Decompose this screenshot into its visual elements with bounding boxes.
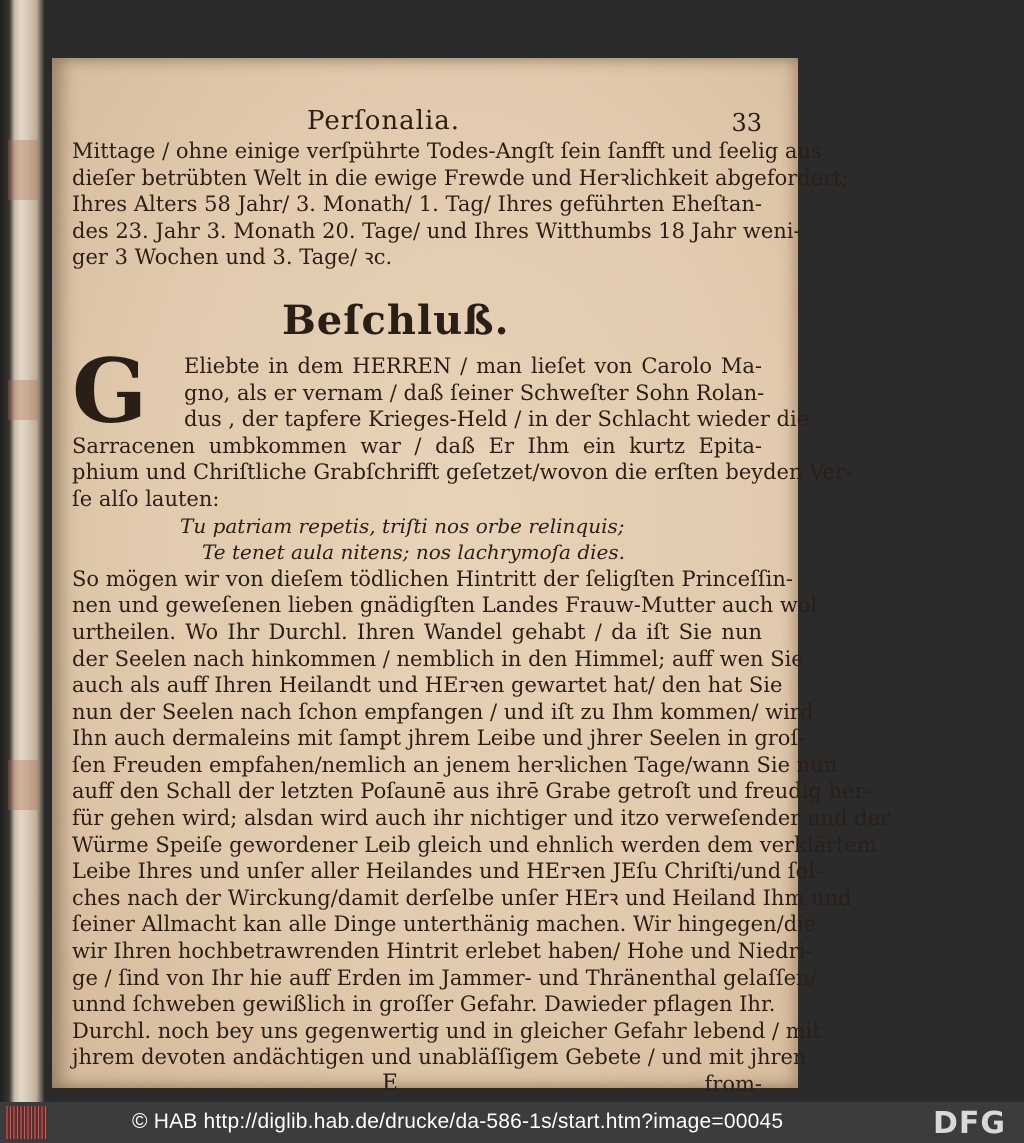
text-line: Leibe Ihres und unſer aller Heilandes und HErꝛen JEſu Chriſti/und ſol- xyxy=(72,859,823,884)
text-line: ſen Freuden empfahen/nemlich an jenem herꝛlichen Tage/wann Sie nun xyxy=(72,752,838,777)
text-line: So mögen wir von dieſem tödlichen Hintritt der ſeligſten Princeſſin- xyxy=(72,566,793,591)
section-heading: Beſchluß. xyxy=(282,296,510,344)
page-edge-stain xyxy=(8,140,38,200)
text-line: wir Ihren hochbetrawrenden Hintrit erlebet haben/ Hohe und Niedri- xyxy=(72,939,813,964)
text-line: gno, als er vernam / daß ſeiner Schweſter Sohn Rolan- xyxy=(184,380,765,405)
dfg-logo[interactable]: DFG xyxy=(932,1106,1006,1141)
intro-paragraph xyxy=(72,338,852,513)
text-line: ches nach der Wirckung/damit derſelbe unſer HErꝛ und Heiland Ihm und xyxy=(72,885,852,910)
text-line: urtheilen. Wo Ihr Durchl. Ihren Wandel gehabt / da iſt Sie nun xyxy=(72,619,762,644)
text-line: nen und geweſenen lieben gnädigſten Landes Frauw-Mutter auch wol xyxy=(72,593,818,618)
text-line: für gehen wird; alsdan wird auch ihr nichtiger und itzo verweſender und der xyxy=(72,806,891,831)
text-line: auch als auff Ihren Heilandt und HErꝛen gewartet hat/ den hat Sie xyxy=(72,673,783,698)
text-line: Ihn auch dermaleins mit ſampt jhrem Leibe und jhrer Seelen in groſ- xyxy=(72,726,806,751)
text-line: nun der Seelen nach ſchon empfangen / und iſt zu Ihm kommen/ wird xyxy=(72,699,814,724)
text-line: des 23. Jahr 3. Monath 20. Tage/ und Ihres Witthumbs 18 Jahr weni- xyxy=(72,218,801,243)
text-line: Sarracenen umbkommen war / daß Er Ihm ein kurtz Epita- xyxy=(72,433,762,458)
latin-verse-line: Te tenet aula nitens; nos lachrymoſa dies. xyxy=(202,540,625,565)
catchword: from- xyxy=(704,1072,762,1096)
barcode-icon xyxy=(6,1106,46,1139)
text-line: Eliebte in dem HERREN / man lieſet von Carolo Ma- xyxy=(184,353,762,378)
text-line: ger 3 Wochen und 3. Tage/ ꝛc. xyxy=(72,245,393,270)
text-line: ge / ſind von Ihr hie auff Erden im Jammer- und Thränenthal gelaſſen/ xyxy=(72,965,817,990)
page-footer xyxy=(72,1071,762,1101)
text-line: Ihres Alters 58 Jahr/ 3. Monath/ 1. Tag/ Ihres geführten Eheſtan- xyxy=(72,192,762,217)
text-line: dus , der tapfere Krieges-Held / in der Schlacht wieder die xyxy=(184,407,810,432)
copyright-link[interactable]: © HAB http://diglib.hab.de/drucke/da-586-1s/start.htm?image=00045 xyxy=(132,1110,784,1133)
text-line: phium und Chriſtliche Grabſchrifft geſetzet/wovon die erſten beyden Ver- xyxy=(72,460,852,485)
page-number: 33 xyxy=(731,109,762,137)
text-line: Würme Speiſe gewordener Leib gleich und ehnlich werden dem verklärtem xyxy=(72,832,877,857)
latin-verse-line: Tu patriam repetis, triſti nos orbe relinquis; xyxy=(180,513,625,538)
text-line: Mittage / ohne einige verſpührte Todes-Angſt ſein ſanfft und ſeelig aus xyxy=(72,139,822,163)
signature-mark: E xyxy=(382,1071,399,1096)
page-text-block xyxy=(72,106,891,1101)
running-header xyxy=(72,108,762,138)
text-line: jhrem devoten andächtigen und unabläſſigem Gebete / und mit jhren xyxy=(72,1045,807,1070)
scanned-page xyxy=(52,58,891,1096)
drop-cap: G xyxy=(72,338,148,443)
text-line: Durchl. noch bey uns gegenwertig und in gleicher Gefahr lebend / mit xyxy=(72,1018,821,1043)
text-line: ſeiner Allmacht kan alle Dinge unterthänig machen. Wir hingegen/die xyxy=(72,912,817,937)
adjacent-page-edges xyxy=(0,0,52,1102)
text-line: unnd ſchweben gewißlich in groſſer Gefahr. Dawieder pflagen Ihr. xyxy=(72,992,776,1017)
text-line: dieſer betrübten Welt in die ewige Frewde und Herꝛlichkeit abgefordert; xyxy=(72,165,849,190)
running-title: Perſonalia. xyxy=(307,106,461,136)
page-edge-stain xyxy=(8,380,38,420)
viewer-footer-bar xyxy=(0,1102,1024,1143)
page-edge-stain xyxy=(8,760,38,810)
text-line: auff den Schall der letzten Poſaunē aus ihrē Grabe getroſt und freudig her- xyxy=(72,779,872,804)
text-line: ſe alſo lauten: xyxy=(72,486,220,511)
text-line: der Seelen nach hinkommen / nemblich in den Himmel; auff wen Sie xyxy=(72,646,804,671)
